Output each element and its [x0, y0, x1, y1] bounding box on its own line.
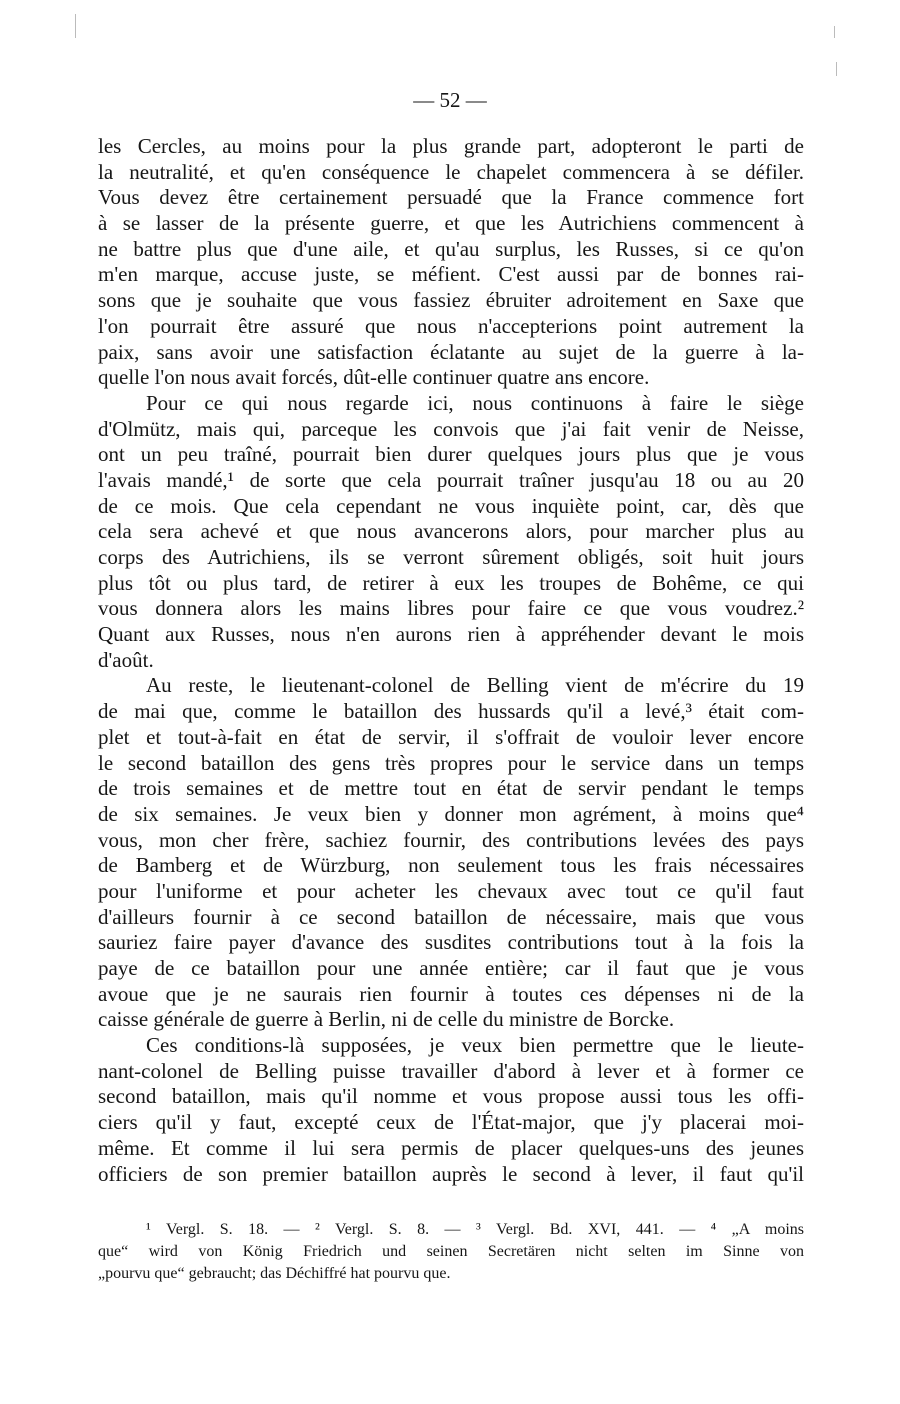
text-line: même. Et comme il lui sera permis de placer quelques-uns des jeunes — [98, 1135, 804, 1160]
scan-margin-mark-right — [834, 26, 835, 38]
text-line: d'août. — [98, 647, 154, 672]
text-line: paye de ce bataillon pour une année entière; car il faut que je vous — [98, 956, 804, 980]
text-line: de Bamberg et de Würzburg, non seulement tous les frais nécessaires — [98, 853, 804, 878]
paragraph — [98, 673, 804, 1033]
text-line: l'avais mandé,¹ de sorte que cela pourrait traîner jusqu'au 18 ou au 20 — [98, 467, 804, 492]
page-number: — 52 — — [413, 88, 487, 112]
text-line: de ce mois. Que cela cependant ne vous inquiète point, car, dès que — [98, 493, 804, 518]
footnote-line: „pourvu que“ gebraucht; das Déchiffré hat pourvu que. — [98, 1265, 451, 1282]
text-line: vous donnera alors les mains libres pour faire ce que vous voudrez.² — [98, 596, 804, 621]
text-line: l'on pourrait être assuré que nous n'accepterions point autrement la — [98, 313, 804, 338]
text-line: d'ailleurs fournir à ce second bataillon de nécessaire, mais que vous — [98, 904, 804, 929]
text-line: plus tôt ou plus tard, de retirer à eux les troupes de Bohême, ce qui — [98, 570, 804, 595]
text-line: quelle l'on nous avait forcés, dût-elle continuer quatre ans encore. — [98, 365, 650, 390]
scan-margin-mark-left — [75, 14, 76, 38]
text-line: cela sera achevé et que nous avancerons alors, pour marcher plus au — [98, 519, 804, 544]
body-text — [98, 134, 804, 1187]
text-line: de trois semaines et de mettre tout en état de servir pendant le temps — [98, 776, 804, 801]
text-line: officiers de son premier bataillon auprès le second à lever, il faut qu'il — [98, 1161, 804, 1186]
text-line: à se lasser de la présente guerre, et que les Autrichiens commencent à — [98, 211, 804, 236]
text-line: d'Olmütz, mais qui, parceque les convois que j'ai fait venir de Neisse, — [98, 416, 804, 441]
paragraph — [98, 134, 804, 391]
text-line: sauriez faire payer d'avance des susdites contributions tout à la fois la — [98, 930, 804, 955]
text-line: ciers qu'il y faut, excepté ceux de l'État-major, que j'y placerai moi- — [98, 1110, 804, 1135]
text-line: caisse générale de guerre à Berlin, ni de celle du ministre de Borcke. — [98, 1007, 675, 1032]
text-line: second bataillon, mais qu'il nomme et vous propose aussi tous les offi- — [98, 1084, 804, 1109]
footnote-line: ¹ Vergl. S. 18. — ² Vergl. S. 8. — ³ Vergl. Bd. XVI, 441. — ⁴ „A moins — [146, 1221, 804, 1238]
text-line: de six semaines. Je veux bien y donner mon agrément, à moins que⁴ — [98, 801, 804, 826]
text-line: ne battre plus que d'une aile, et qu'au surplus, les Russes, si ce qu'on — [98, 236, 804, 261]
text-line: Au reste, le lieutenant-colonel de Belling vient de m'écrire du 19 — [146, 673, 804, 698]
text-line: plet et tout-à-fait en état de servir, il s'offrait de vouloir lever encore — [98, 724, 804, 749]
text-line: paix, sans avoir une satisfaction éclatante au sujet de la guerre à la- — [98, 339, 804, 364]
text-line: corps des Autrichiens, ils se verront sûrement obligés, soit huit jours — [98, 545, 804, 569]
text-line: les Cercles, au moins pour la plus grande part, adopteront le parti de — [98, 134, 804, 158]
scan-margin-mark-right-lower — [836, 62, 837, 76]
text-line: vous, mon cher frère, sachiez fournir, des contributions levées des pays — [98, 827, 804, 852]
text-line: de mai que, comme le bataillon des hussards qu'il a levé,³ était com- — [98, 699, 804, 724]
text-line: Quant aux Russes, nous n'en aurons rien à appréhender devant le mois — [98, 622, 804, 647]
text-line: m'en marque, accuse juste, se méfient. C'est aussi par de bonnes rai- — [98, 262, 804, 287]
text-line: ont un peu traîné, pourrait bien durer quelques jours plus que je vous — [98, 442, 804, 467]
paragraph — [98, 391, 804, 674]
text-line: la neutralité, et qu'en conséquence le chapelet commencera à se défiler. — [98, 159, 804, 184]
footnotes — [98, 1219, 804, 1285]
text-line: nant-colonel de Belling puisse travailler d'abord à lever et à former ce — [98, 1058, 804, 1083]
text-line: sons que je souhaite que vous fassiez ébruiter adroitement en Saxe que — [98, 288, 804, 313]
text-line: avoue que je ne saurais rien fournir à toutes ces dépenses ni de la — [98, 981, 804, 1006]
text-line: le second bataillon des gens très propres pour le service dans un temps — [98, 750, 804, 775]
text-line: pour l'uniforme et pour acheter les chevaux avec tout ce qu'il faut — [98, 878, 804, 903]
paragraph — [98, 1033, 804, 1187]
text-line: Vous devez être certainement persuadé que la France commence fort — [98, 185, 804, 210]
text-line: Pour ce qui nous regarde ici, nous continuons à faire le siège — [146, 390, 804, 415]
footnote-line: que“ wird von König Friedrich und seinen Secretären nicht selten im Sinne von — [98, 1243, 804, 1260]
text-line: Ces conditions-là supposées, je veux bien permettre que le lieute- — [146, 1033, 804, 1058]
